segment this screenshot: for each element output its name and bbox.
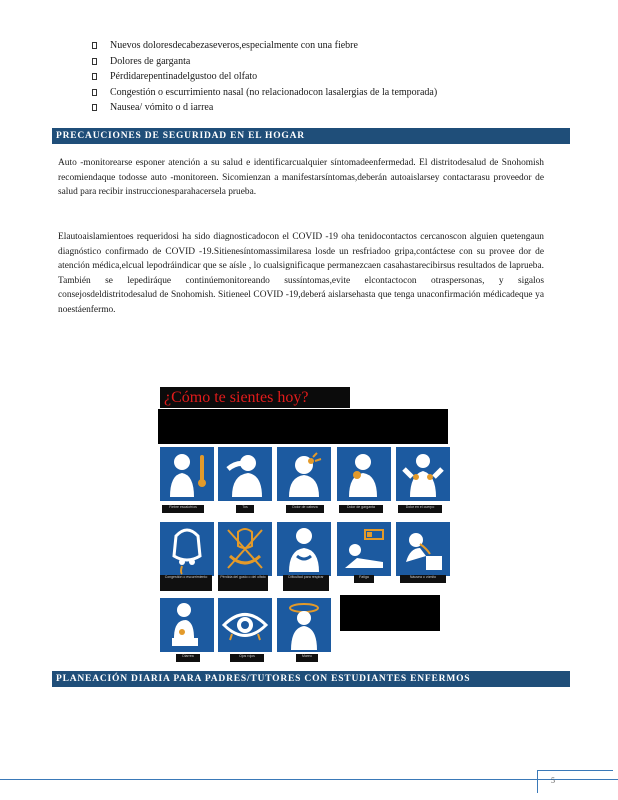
bullet-box-icon	[92, 42, 97, 49]
symptom-list	[92, 38, 562, 116]
symptom-item: Congestión o escurrimiento nasal (no relacionadocon lasalergias de la temporada)	[92, 85, 562, 101]
tile-caption: Pérdida del gusto o del olfato	[218, 575, 268, 591]
tile-caption: Congestión o escurrimiento	[160, 575, 212, 591]
symptom-item: Nausea/ vómito o d iarrea	[92, 100, 562, 116]
section-banner-daily-planning: PLANEACIÓN DIARIA PARA PADRES/TUTORES CON ESTUDIANTES ENFERMOS	[52, 671, 570, 687]
tile-caption: Dolor en el cuerpo	[398, 505, 442, 513]
page-number: 5	[551, 776, 555, 785]
symptom-item: Nuevos doloresdecabezaseveros,especialmente con una fiebre	[92, 38, 562, 54]
bullet-box-icon	[92, 58, 97, 65]
vomiting-icon	[396, 522, 450, 576]
tile-caption: Fatiga	[354, 575, 374, 583]
fever-thermometer-icon	[160, 447, 214, 501]
symptom-item: Dolores de garganta	[92, 54, 562, 70]
bullet-box-icon	[92, 89, 97, 96]
tile-caption: Ojos rojos	[230, 654, 264, 662]
tile-caption: Dolor de garganta	[339, 505, 383, 513]
paragraph-self-monitoring: Auto -monitorearse esponer atención a su salud e identificarcualquier síntomadeenfermedad. El distritodesalud de Snohomish recomiendaque todosse auto -monitoreen. Sicomienzan a manifestarsíntomas,deberán autoaislarsey contactarasu proveedor de salud para recibir instruccionesparahacersela prueba.	[58, 158, 544, 198]
muscle-ache-icon	[396, 447, 450, 501]
symptom-item: Pérdidarepentinadelgustoo del olfato	[92, 69, 562, 85]
infographic-title: ¿Cómo te sientes hoy?	[160, 387, 350, 408]
section-banner-home-precautions: PRECAUCIONES DE SEGURIDAD EN EL HOGAR	[52, 128, 570, 144]
bullet-box-icon	[92, 73, 97, 80]
cough-icon	[218, 447, 272, 501]
tile-caption: Mareo	[296, 654, 318, 662]
shortness-of-breath-icon	[277, 522, 331, 576]
sore-throat-icon	[337, 447, 391, 501]
tile-caption: Dolor de cabeza	[286, 505, 324, 513]
tile-caption: Náusea o vómito	[400, 575, 446, 583]
headache-icon	[277, 447, 331, 501]
dizziness-icon	[277, 598, 331, 652]
tile-caption: Tos	[236, 505, 254, 513]
diarrhea-icon	[160, 598, 214, 652]
tile-caption: Diarrea	[176, 654, 200, 662]
fatigue-icon	[337, 522, 391, 576]
redacted-block	[340, 595, 440, 631]
footer-page-box	[537, 770, 613, 793]
eye-icon	[218, 598, 272, 652]
tile-caption: Fiebre escalofríos	[162, 505, 204, 513]
redacted-block	[158, 409, 448, 444]
runny-nose-icon	[160, 522, 214, 576]
bullet-box-icon	[92, 104, 97, 111]
loss-taste-smell-icon	[218, 522, 272, 576]
footer-rule	[0, 779, 618, 780]
paragraph-self-isolation: Elautoaislamientoes requeridosi ha sido diagnosticadocon el COVID -19 oha tenidocontactos cercanoscon alguien quetengaun diagnóstico confirmado de COVID -19.Sitienesíntomassimilaresa losde un resfriadoo gripa,contáctese con su provee dor de atención médica,elcual lepodráindicar que se aísle , lo cualsignificaque permanezcaen casahastarecibirsus resultados de laprueba. También se lepediráque continúemonitoreando sussíntomas,evite elcontactocon otraspersonas, y sigalos consejosdeldistritodesalud de Snohomish. Sitieneel COVID -19,deberá aislarsehasta que tenga unaconfirmación médicadeque ya noestáenfermo.	[58, 232, 544, 315]
tile-caption: Dificultad para respirar	[283, 575, 329, 591]
